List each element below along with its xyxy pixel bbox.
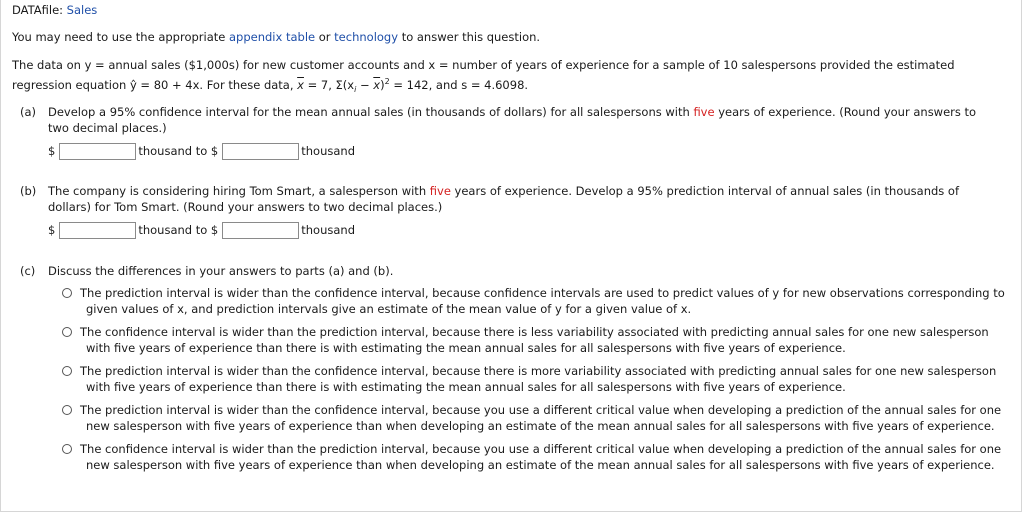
part-a-end-text: thousand <box>301 144 355 158</box>
part-a-text <box>48 105 976 119</box>
radio-button-5[interactable] <box>62 444 72 454</box>
option-4-line-1: The prediction interval is wider than the confidence interval, because you use a different critical value when developing a prediction of the annual sales for one <box>80 403 1002 417</box>
radio-button-4[interactable] <box>62 405 72 415</box>
option-1-line-2: given values of x, and prediction intervals give an estimate of the mean value of y for a given value of x. <box>86 302 692 316</box>
instruction-line <box>12 30 540 44</box>
part-b-highlight: five <box>429 184 451 198</box>
option-1-line-1: The prediction interval is wider than the confidence interval, because confidence intervals are used to predict values of y for new observations corresponding to <box>80 286 1005 300</box>
radio-button-1[interactable] <box>62 288 72 298</box>
instruction-mid: or <box>318 30 331 44</box>
part-b-line2: dollars) for Tom Smart. (Round your answers to two decimal places.) <box>48 200 443 214</box>
sum-minus: − <box>360 78 370 92</box>
part-b-answer-row <box>48 221 355 239</box>
option-5-line-2: new salesperson with five years of experience than when developing an estimate of the mean annual sales for all salespersons with five years of experience. <box>86 458 995 472</box>
option-3-line-1: The prediction interval is wider than the confidence interval, because there is more variability associated with predicting annual sales for one new salesperson <box>80 364 997 378</box>
xbar-symbol-2: $\overline{x}$ <box>373 78 381 92</box>
part-a-answer-row <box>48 142 355 160</box>
problem-line-2-start: regression equation ŷ = 80 + 4x. For these data, <box>12 78 294 92</box>
part-b-label: (b) <box>20 184 37 198</box>
part-a-mid-text: thousand to $ <box>138 144 219 158</box>
part-a-text-before: Develop a 95% confidence interval for the mean annual sales (in thousands of dollars) for all salespersons with <box>48 105 690 119</box>
part-b-end-text: thousand <box>301 223 355 237</box>
part-a-lower-input[interactable] <box>59 143 136 160</box>
part-b-mid-text: thousand to $ <box>138 223 219 237</box>
part-c-question: Discuss the differences in your answers to parts (a) and (b). <box>48 264 394 278</box>
xbar-symbol: $\overline{x}$ <box>297 78 304 92</box>
part-a-highlight: five <box>693 105 715 119</box>
instruction-suffix: to answer this question. <box>401 30 541 44</box>
part-b-upper-input[interactable] <box>222 222 299 239</box>
radio-button-3[interactable] <box>62 366 72 376</box>
part-a-text-after: years of experience. (Round your answers to <box>718 105 977 119</box>
dollar-sign: $ <box>48 223 56 237</box>
datafile-line <box>12 3 97 17</box>
part-b-lower-input[interactable] <box>59 222 136 239</box>
option-5-line-1: The confidence interval is wider than the prediction interval, because you use a different critical value when developing a prediction of the annual sales for one <box>80 442 1002 456</box>
part-b-text <box>48 184 959 198</box>
part-c-label: (c) <box>20 264 36 278</box>
squared: 2 <box>384 77 390 86</box>
datafile-link[interactable]: Sales <box>66 3 98 17</box>
appendix-table-link[interactable]: appendix table <box>229 30 316 44</box>
part-b-text-after: years of experience. Develop a 95% prediction interval of annual sales (in thousands of <box>454 184 960 198</box>
sq-value: = 142, and s = 4.6098. <box>393 78 529 92</box>
option-3-line-2: with five years of experience than there is with estimating the mean annual sales for all salespersons with five years of experience. <box>86 380 846 394</box>
subscript-i: i <box>354 85 357 94</box>
part-b-text-before: The company is considering hiring Tom Smart, a salesperson with <box>48 184 427 198</box>
problem-line-2: regression equation ŷ = 80 + 4x. For these data, $\overline{x} = 7$, $\Sigma(x_i - \overline{x})^2 = 142$, and s = 4.6098. <box>12 77 529 94</box>
dollar-sign: $ <box>48 144 56 158</box>
xbar-value: = 7, Σ(x <box>307 78 355 92</box>
instruction-prefix: You may need to use the appropriate <box>12 30 226 44</box>
part-a-upper-input[interactable] <box>222 143 299 160</box>
part-a-label: (a) <box>20 105 37 119</box>
radio-button-2[interactable] <box>62 327 72 337</box>
option-2-line-1: The confidence interval is wider than the prediction interval, because there is less variability associated with predicting annual sales for one new salesperson <box>80 325 989 339</box>
option-2-line-2: with five years of experience than there is with estimating the mean annual sales for all salespersons with five years of experience. <box>86 341 846 355</box>
option-4-line-2: new salesperson with five years of experience than when developing an estimate of the mean annual sales for all salespersons with five years of experience. <box>86 419 995 433</box>
datafile-label: DATAfile: <box>12 3 64 17</box>
problem-line-1: The data on y = annual sales ($1,000s) for new customer accounts and x = number of years of experience for a sample of 10 salespersons provided the estimated <box>12 58 955 72</box>
technology-link[interactable]: technology <box>334 30 399 44</box>
part-a-line2: two decimal places.) <box>48 121 167 135</box>
